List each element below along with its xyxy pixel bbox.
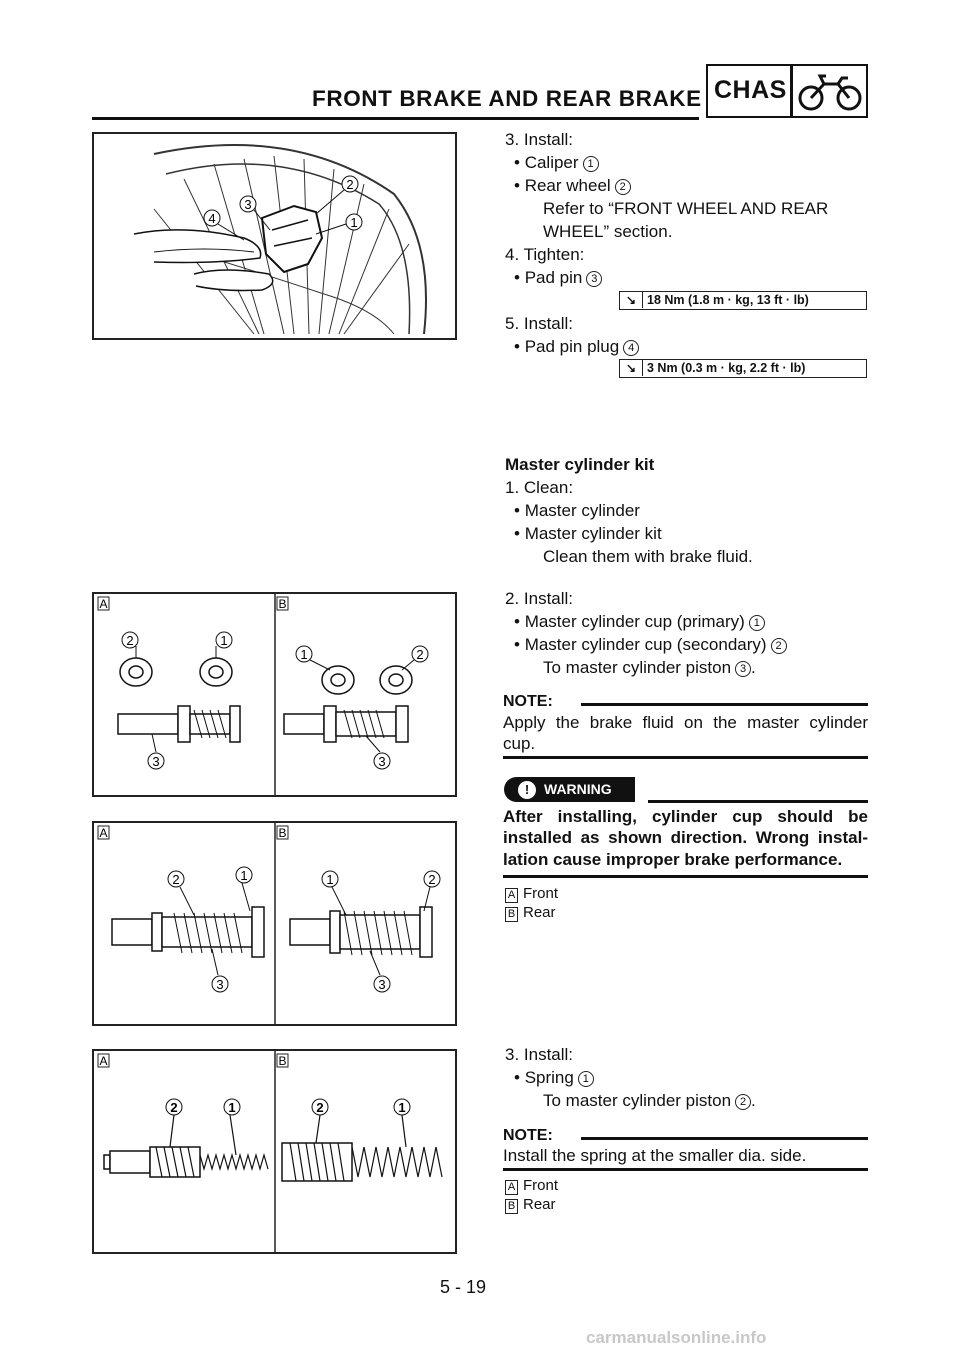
fig3-callout-3b: 3 [378,977,386,992]
figure-cylinder-cups [92,592,457,797]
legend2-front: A Front [505,1176,558,1195]
warning-rule-bottom [503,875,868,878]
step-1-clean: 1. Clean: [505,478,574,497]
watermark: carmanualsonline.info [586,1328,767,1347]
note-text-line-2: cup. [503,734,536,753]
figure-caliper-install [92,132,457,340]
clean-instruction: Clean them with brake fluid. [543,547,753,566]
motorcycle-icon [796,70,864,114]
fig4-callout-2b: 2 [316,1100,324,1115]
warning-rule-top [648,800,868,803]
fig3-callout-1a: 1 [240,868,248,883]
step-3-install-spring: 3. Install: [505,1045,574,1064]
fig2-callout-1b: 1 [300,647,308,662]
spring-instruction: To master cylinder piston 2 . [543,1091,756,1110]
torque-wrench-icon: ↘ [620,360,643,376]
fig2-callout-3b: 3 [378,754,386,769]
warning-text-line-3: lation cause improper brake performance. [503,850,843,869]
warning-text-line-2: installed as shown direction. Wrong instal- [503,828,868,847]
fig2-callout-2b: 2 [416,647,424,662]
page-title: FRONT BRAKE AND REAR BRAKE [312,86,702,111]
fig3-callout-1b: 1 [326,872,334,887]
torque-wrench-icon: ↘ [620,292,643,308]
list-item-pad-pin: • Pad pin 3 [514,267,602,289]
fig4-callout-1a: 1 [228,1100,236,1115]
note-label-2: NOTE: [503,1127,553,1144]
section-heading-master-cylinder-kit: Master cylinder kit [505,455,655,474]
section-label: CHAS [714,76,787,104]
piston-instruction: To master cylinder piston 3 . [543,658,756,677]
refer-text-1: Refer to “FRONT WHEEL AND REAR [543,199,829,218]
step-2-install: 2. Install: [505,589,574,608]
fig1-callout-1: 1 [350,215,358,230]
list-item-cup-primary: • Master cylinder cup (primary) 1 [514,611,765,633]
fig4-label-b: B [278,1054,287,1068]
legend-front: A Front [505,884,558,903]
note-rule-bottom [503,756,868,759]
note-text-line-1: Apply the brake fluid on the master cylinder [503,713,868,732]
fig3-callout-2b: 2 [428,872,436,887]
fig2-label-a: A [99,597,108,611]
fig2-callout-2a: 2 [126,633,134,648]
figure-cup-direction [92,821,457,1026]
note-label-1: NOTE: [503,693,553,710]
fig3-label-b: B [278,826,287,840]
note2-text: Install the spring at the smaller dia. side. [503,1146,807,1165]
note2-rule-top [581,1137,868,1140]
torque-spec-1: ↘ 18 Nm (1.8 m · kg, 13 ft · lb) [619,291,867,310]
fig2-label-b: B [278,597,287,611]
step-5-install: 5. Install: [505,314,574,333]
warning-icon: ! [518,781,536,799]
warning-text-line-1: After installing, cylinder cup should be [503,807,868,826]
warning-badge: ! WARNING [504,777,635,802]
fig3-label-a: A [99,826,108,840]
note2-rule-bottom [503,1168,868,1171]
list-item-rear-wheel: • Rear wheel 2 [514,175,631,197]
note-rule-top [581,703,868,706]
fig4-callout-2a: 2 [170,1100,178,1115]
fig1-callout-2: 2 [346,177,354,192]
list-item-caliper: • Caliper 1 [514,152,599,174]
fig4-callout-1b: 1 [398,1100,406,1115]
fig2-callout-1a: 1 [220,633,228,648]
header-rule [92,117,699,120]
step-4-tighten: 4. Tighten: [505,245,585,264]
page-number: 5 - 19 [440,1277,487,1297]
torque-spec-2: ↘ 3 Nm (0.3 m · kg, 2.2 ft · lb) [619,359,867,378]
legend-rear: B Rear [505,903,556,922]
fig3-callout-3a: 3 [216,977,224,992]
fig1-callout-4: 4 [208,211,216,226]
list-item-spring: • Spring 1 [514,1067,594,1089]
section-divider [790,64,793,118]
fig1-callout-3: 3 [244,197,252,212]
list-item-master-cylinder-kit: • Master cylinder kit [514,524,662,543]
refer-text-2: WHEEL” section. [543,222,673,241]
fig3-callout-2a: 2 [172,872,180,887]
figure-spring-install [92,1049,457,1254]
fig2-callout-3a: 3 [152,754,160,769]
list-item-cup-secondary: • Master cylinder cup (secondary) 2 [514,634,787,656]
step-3-install: 3. Install: [505,130,574,149]
legend2-rear: B Rear [505,1195,556,1214]
list-item-master-cylinder: • Master cylinder [514,501,640,520]
list-item-pad-pin-plug: • Pad pin plug 4 [514,336,639,358]
fig4-label-a: A [99,1054,108,1068]
